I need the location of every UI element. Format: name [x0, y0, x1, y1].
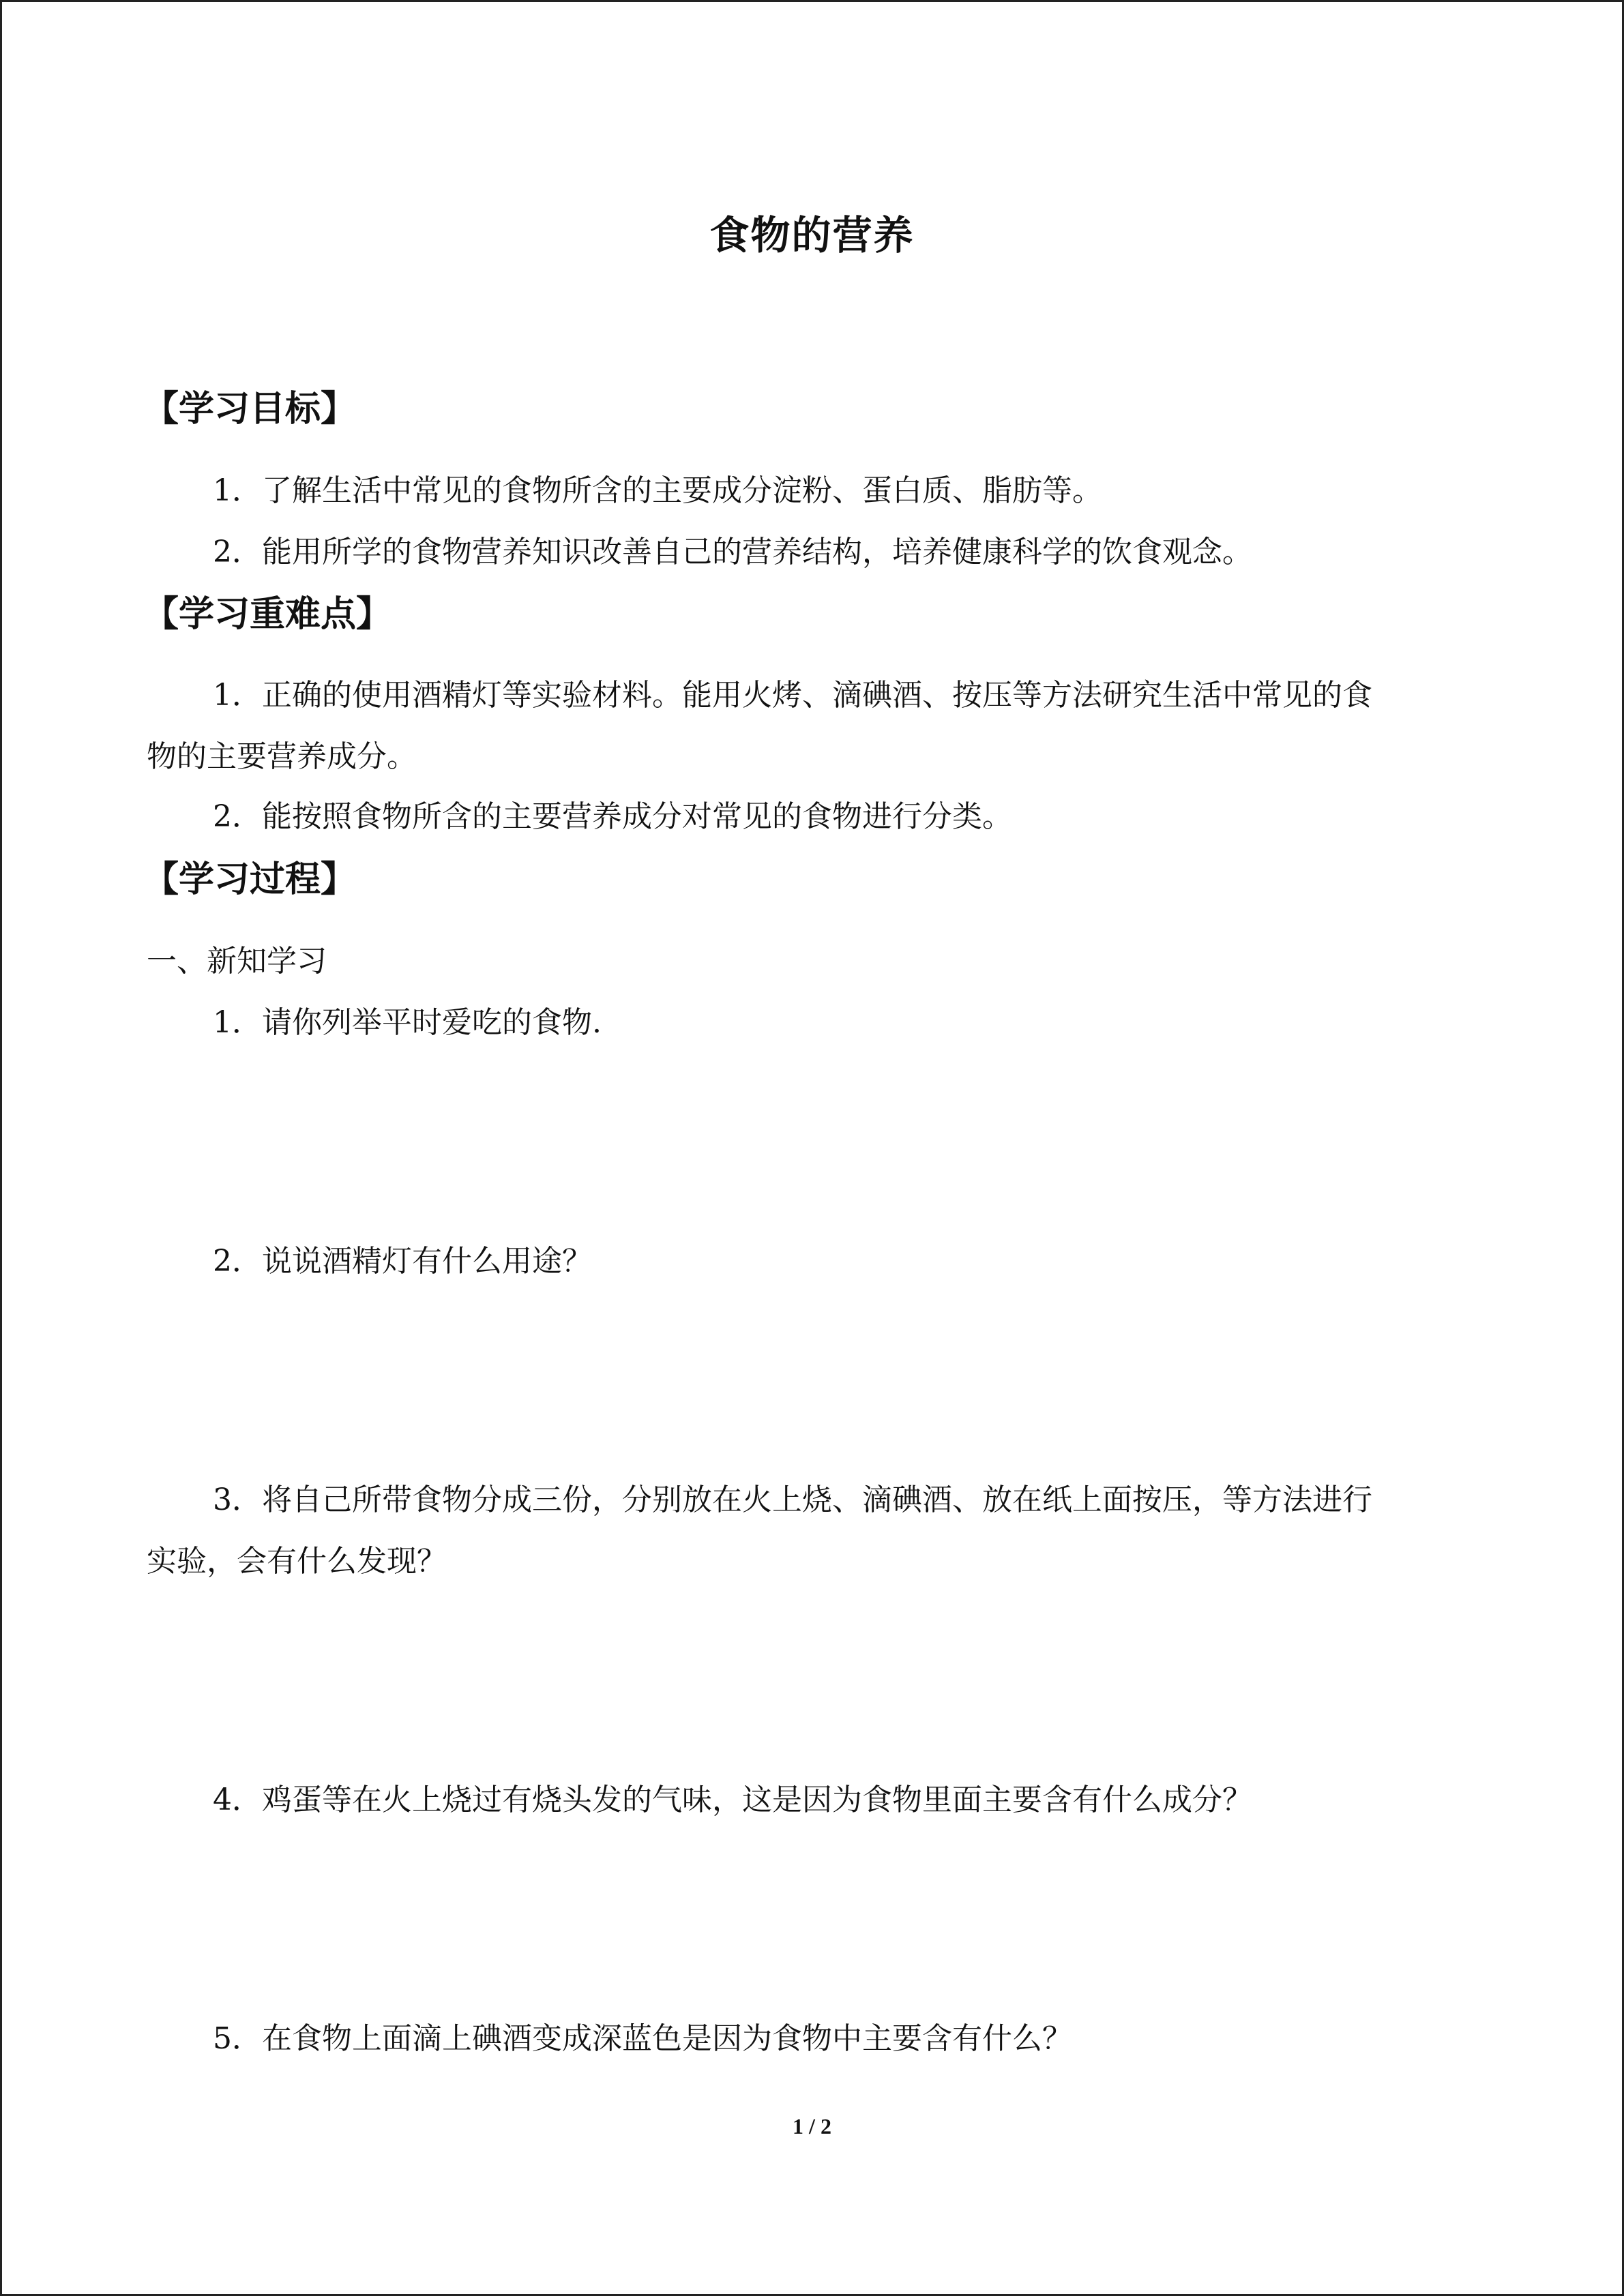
section-heading-process: 【学习过程】: [143, 859, 357, 900]
question-3-line-1: 3．将自己所带食物分成三份，分别放在火上烧、滴碘酒、放在纸上面按压，等方法进行: [213, 1482, 1372, 1517]
question-3-line-2: 实验，会有什么发现？: [147, 1544, 447, 1579]
goal-item-1: 1．了解生活中常见的食物所含的主要成分淀粉、蛋白质、脂肪等。: [213, 473, 1102, 508]
question-2: 2．说说酒精灯有什么用途？: [213, 1244, 592, 1279]
section-heading-key-points: 【学习重难点】: [143, 594, 392, 635]
page-number: 1 / 2: [793, 2114, 831, 2138]
key-point-2: 2．能按照食物所含的主要营养成分对常见的食物进行分类。: [213, 799, 1012, 834]
key-point-1-line-1: 1．正确的使用酒精灯等实验材料。能用火烤、滴碘酒、按压等方法研究生活中常见的食: [213, 678, 1372, 713]
question-5: 5．在食物上面滴上碘酒变成深蓝色是因为食物中主要含有什么？: [213, 2021, 1072, 2056]
process-subheading: 一、新知学习: [147, 944, 327, 979]
goal-item-2: 2．能用所学的食物营养知识改善自己的营养结构，培养健康科学的饮食观念。: [213, 535, 1252, 569]
key-point-1-line-2: 物的主要营养成分。: [147, 739, 417, 774]
question-1: 1．请你列举平时爱吃的食物.: [213, 1005, 602, 1040]
question-4: 4．鸡蛋等在火上烧过有烧头发的气味，这是因为食物里面主要含有什么成分？: [213, 1783, 1252, 1817]
page-title: 食物的营养: [709, 212, 915, 258]
section-heading-goals: 【学习目标】: [143, 389, 357, 430]
